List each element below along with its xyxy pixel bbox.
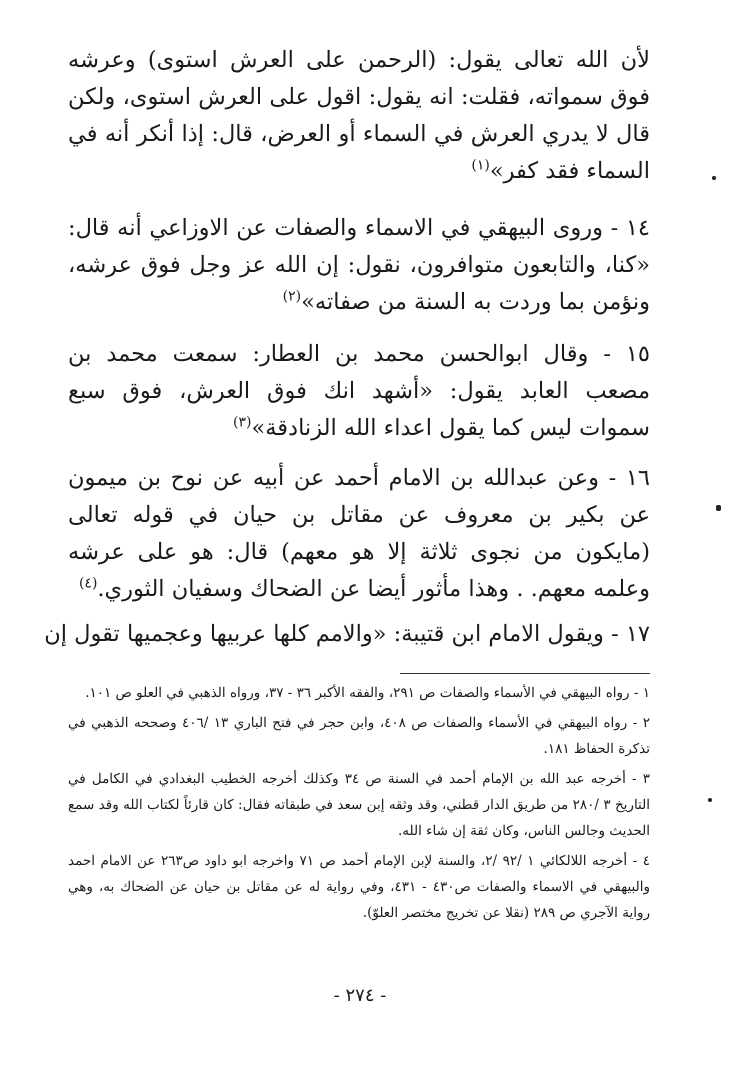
margin-mark <box>712 176 716 180</box>
paragraph-14-text: وروى البيهقي في الاسماء والصفات عن الاوزاعي أنه قال: «كنا، والتابعون متوافرون، نقول: إن الله عز وجل فوق عرشه، ونؤمن بما وردت به السنة من صفاته» <box>68 215 650 315</box>
footnote-3: ٣ - أخرجه عبد الله بن الإمام أحمد في السنة ص ٣٤ وكذلك أخرجه الخطيب البغدادي في الكامل في التاريخ ٣ /٢٨٠ من طريق الدار قطني، وقد وثقه إبن سعد في طبقاته فقال: كان قارئاً لكتاب الله وقد سمع الحديث وجالس الناس، وكان ثقة إن شاء الله. <box>68 771 650 839</box>
footnote-4: ٤ - أخرجه اللالكائي ١ /٩٢ /٢، والسنة لإبن الإمام أحمد ص ٧١ واخرجه ابو داود ص٢٦٣ عن الامام احمد والبيهقي في الاسماء والصفات ص٤٣٠ - ٤٣١، وفي رواية له عن مقاتل بن حيان عن الضحاك به، وهي رواية الآجري ص ٢٨٩ (نقلا عن تخريج مختصر العلوّ). <box>68 853 650 921</box>
intro-paragraph <box>68 42 650 190</box>
footnotes <box>68 680 650 930</box>
intro-text: لأن الله تعالى يقول: (الرحمن على العرش استوى) وعرشه فوق سمواته، فقلت: انه يقول: اقول على العرش استوى، ولكن قال لا يدري العرش في السماء أو العرض، قال: إذا أنكر أنه في السماء فقد كفر» <box>68 47 650 184</box>
footnote-divider <box>400 673 650 674</box>
paragraph-15 <box>68 336 650 447</box>
paragraph-17-text: ويقول الامام ابن قتيبة: «والامم كلها عربيها وعجميها تقول إن <box>44 621 604 647</box>
footnote-2: ٢ - رواه البيهقي في الأسماء والصفات ص ٤٠٨، وابن حجر في فتح الباري ١٣ /٤٠٦ وصححه الذهبي في تذكرة الحفاظ ١٨١. <box>68 715 650 757</box>
paragraph-16-text: وعن عبدالله بن الامام أحمد عن أبيه عن نوح بن ميمون عن بكير بن معروف عن مقاتل بن حيان في قوله تعالى (مايكون من نجوى ثلاثة إلا هو معهم) قال: هو على عرشه وعلمه معهم. . وهذا مأثور أيضا عن الضحاك وسفيان الثوري. <box>68 465 650 602</box>
page-number: - ٢٧٤ - <box>333 985 387 1006</box>
paragraph-17 <box>44 616 650 653</box>
paragraph-16-number: ١٦ - <box>608 465 651 491</box>
paragraph-16 <box>68 460 650 608</box>
footnote-ref-4[interactable]: (٤) <box>78 575 98 592</box>
paragraph-15-number: ١٥ - <box>603 341 651 367</box>
footnote-1: ١ - رواه البيهقي في الأسماء والصفات ص ٢٩١، والفقه الأكبر ٣٦ - ٣٧، ورواه الذهبي في العلو ص ١٠١. <box>85 685 650 701</box>
footnote-ref-2[interactable]: (٢) <box>282 288 302 305</box>
paragraph-17-number: ١٧ - <box>611 621 650 647</box>
footnote-ref-3[interactable]: (٣) <box>233 414 252 431</box>
margin-mark <box>716 505 721 511</box>
paragraph-14-number: ١٤ - <box>610 215 650 241</box>
paragraph-14 <box>68 210 650 321</box>
paragraph-15-text: وقال ابوالحسن محمد بن العطار: سمعت محمد بن مصعب العابد يقول: «أشهد انك فوق العرش، فوق سبع سموات ليس كما يقول اعداء الله الزنادقة» <box>68 341 650 441</box>
margin-mark <box>708 798 712 802</box>
footnote-ref-1[interactable]: (١) <box>471 157 490 174</box>
